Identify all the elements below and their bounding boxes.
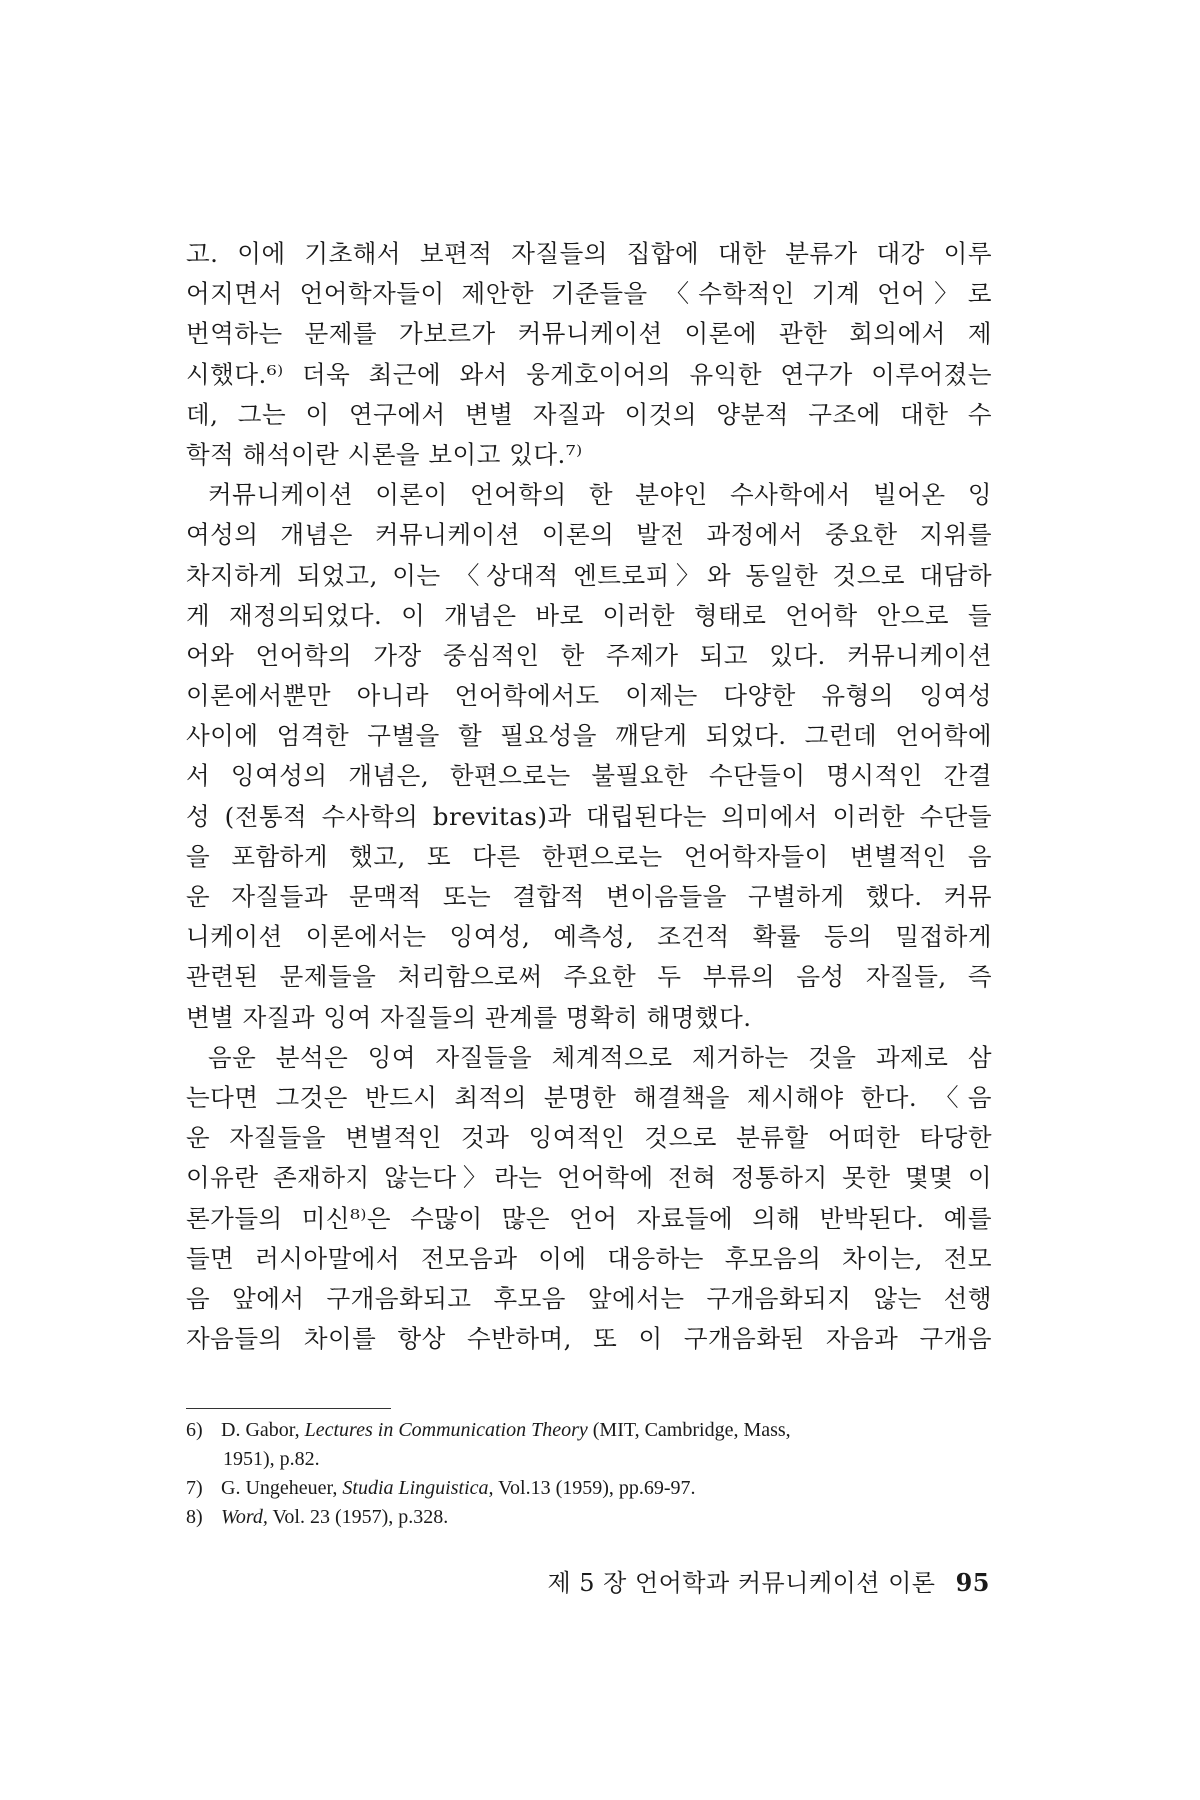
- running-footer: [547, 1563, 990, 1598]
- text-line: 사이에 엄격한 구별을 할 필요성을 깨닫게 되었다. 그런데 언어학에: [186, 721, 992, 751]
- text-line: 서 잉여성의 개념은, 한편으로는 불필요한 수단들이 명시적인 간결: [186, 761, 992, 791]
- paragraph-1: [186, 234, 992, 475]
- text-line: 니케이션 이론에서는 잉여성, 예측성, 조건적 확률 등의 밀접하게: [186, 922, 992, 952]
- text-line: 데, 그는 이 연구에서 변별 자질과 이것의 양분적 구조에 대한 수: [186, 399, 992, 429]
- footnote-detail: (MIT, Cambridge, Mass,: [592, 1419, 791, 1441]
- chapter-title: 제 5 장 언어학과 커뮤니케이션 이론: [547, 1569, 936, 1597]
- footnote-title: Studia Linguistica,: [342, 1477, 494, 1499]
- text-line: 여성의 개념은 커뮤니케이션 이론의 발전 과정에서 중요한 지위를: [186, 520, 992, 550]
- text-line: 고. 이에 기초해서 보편적 자질들의 집합에 대한 분류가 대강 이루: [186, 239, 992, 268]
- footnotes: [186, 1416, 992, 1532]
- text-line: 음 앞에서 구개음화되고 후모음 앞에서는 구개음화되지 않는 선행: [186, 1283, 992, 1313]
- text-line: 관련된 문제들을 처리함으로써 주요한 두 부류의 음성 자질들, 즉: [186, 962, 992, 992]
- footnote-8: [186, 1503, 992, 1532]
- footnote-detail: Vol.13 (1959), pp.69-97.: [498, 1477, 696, 1499]
- text-line: 어지면서 언어학자들이 제안한 기준들을 〈수학적인 기계 언어〉로: [186, 279, 992, 309]
- text-line: 들면 러시아말에서 전모음과 이에 대응하는 후모음의 차이는, 전모: [186, 1243, 992, 1273]
- footnote-number: 7): [186, 1477, 203, 1499]
- text-line: 음운 분석은 잉여 자질들을 체계적으로 제거하는 것을 과제로 삼: [208, 1042, 992, 1072]
- text-line: 운 자질들과 문맥적 또는 결합적 변이음들을 구별하게 했다. 커뮤: [186, 882, 992, 911]
- footnote-number: 6): [186, 1419, 203, 1441]
- paragraph-2: [186, 475, 992, 1038]
- text-line: 운 자질들을 변별적인 것과 잉여적인 것으로 분류할 어떠한 타당한: [186, 1123, 992, 1153]
- footnote-author: D. Gabor,: [221, 1419, 300, 1441]
- text-line: 론가들의 미신⁸⁾은 수많이 많은 언어 자료들에 의해 반박된다. 예를: [186, 1203, 992, 1233]
- footnote-number: 8): [186, 1506, 203, 1528]
- footnote-divider: [186, 1408, 391, 1409]
- text-line: 시했다.⁶⁾ 더욱 최근에 와서 웅게호이어의 유익한 연구가 이루어졌는: [186, 359, 992, 389]
- text-line: 게 재정의되었다. 이 개념은 바로 이러한 형태로 언어학 안으로 들: [186, 600, 992, 630]
- text-line: 차지하게 되었고, 이는 〈상대적 엔트로피〉와 동일한 것으로 대담하: [186, 560, 992, 590]
- body-text: [186, 234, 992, 1359]
- footnote-7: [186, 1474, 992, 1503]
- text-line: 어와 언어학의 가장 중심적인 한 주제가 되고 있다. 커뮤니케이션: [186, 640, 992, 670]
- footnote-6: [186, 1416, 992, 1474]
- text-line: 성 (전통적 수사학의 brevitas)과 대립된다는 의미에서 이러한 수단들: [186, 801, 992, 831]
- text-line: 을 포함하게 했고, 또 다른 한편으로는 언어학자들이 변별적인 음: [186, 841, 992, 871]
- footnote-author: G. Ungeheuer,: [221, 1477, 338, 1499]
- text-line: 는다면 그것은 반드시 최적의 분명한 해결책을 제시해야 한다. 〈음: [186, 1082, 992, 1112]
- paragraph-3: [186, 1038, 992, 1360]
- footnote-detail: Vol. 23 (1957), p.328.: [272, 1506, 449, 1528]
- text-line: 학적 해석이란 시론을 보이고 있다.⁷⁾: [186, 439, 583, 469]
- footnote-continuation: 1951), p.82.: [223, 1448, 320, 1470]
- text-line: 자음들의 차이를 항상 수반하며, 또 이 구개음화된 자음과 구개음: [186, 1324, 992, 1354]
- text-line: 이유란 존재하지 않는다〉라는 언어학에 전혀 정통하지 못한 몇몇 이: [186, 1163, 992, 1193]
- footnote-title: Lectures in Communication Theory: [304, 1419, 588, 1441]
- page-number: 95: [955, 1568, 990, 1597]
- footnote-title: Word,: [221, 1506, 268, 1528]
- text-line: 커뮤니케이션 이론이 언어학의 한 분야인 수사학에서 빌어온 잉: [208, 480, 992, 510]
- text-line: 번역하는 문제를 가보르가 커뮤니케이션 이론에 관한 회의에서 제: [186, 319, 992, 349]
- text-line: 이론에서뿐만 아니라 언어학에서도 이제는 다양한 유형의 잉여성: [186, 681, 992, 711]
- text-line: 변별 자질과 잉여 자질들의 관계를 명확히 해명했다.: [186, 1002, 752, 1032]
